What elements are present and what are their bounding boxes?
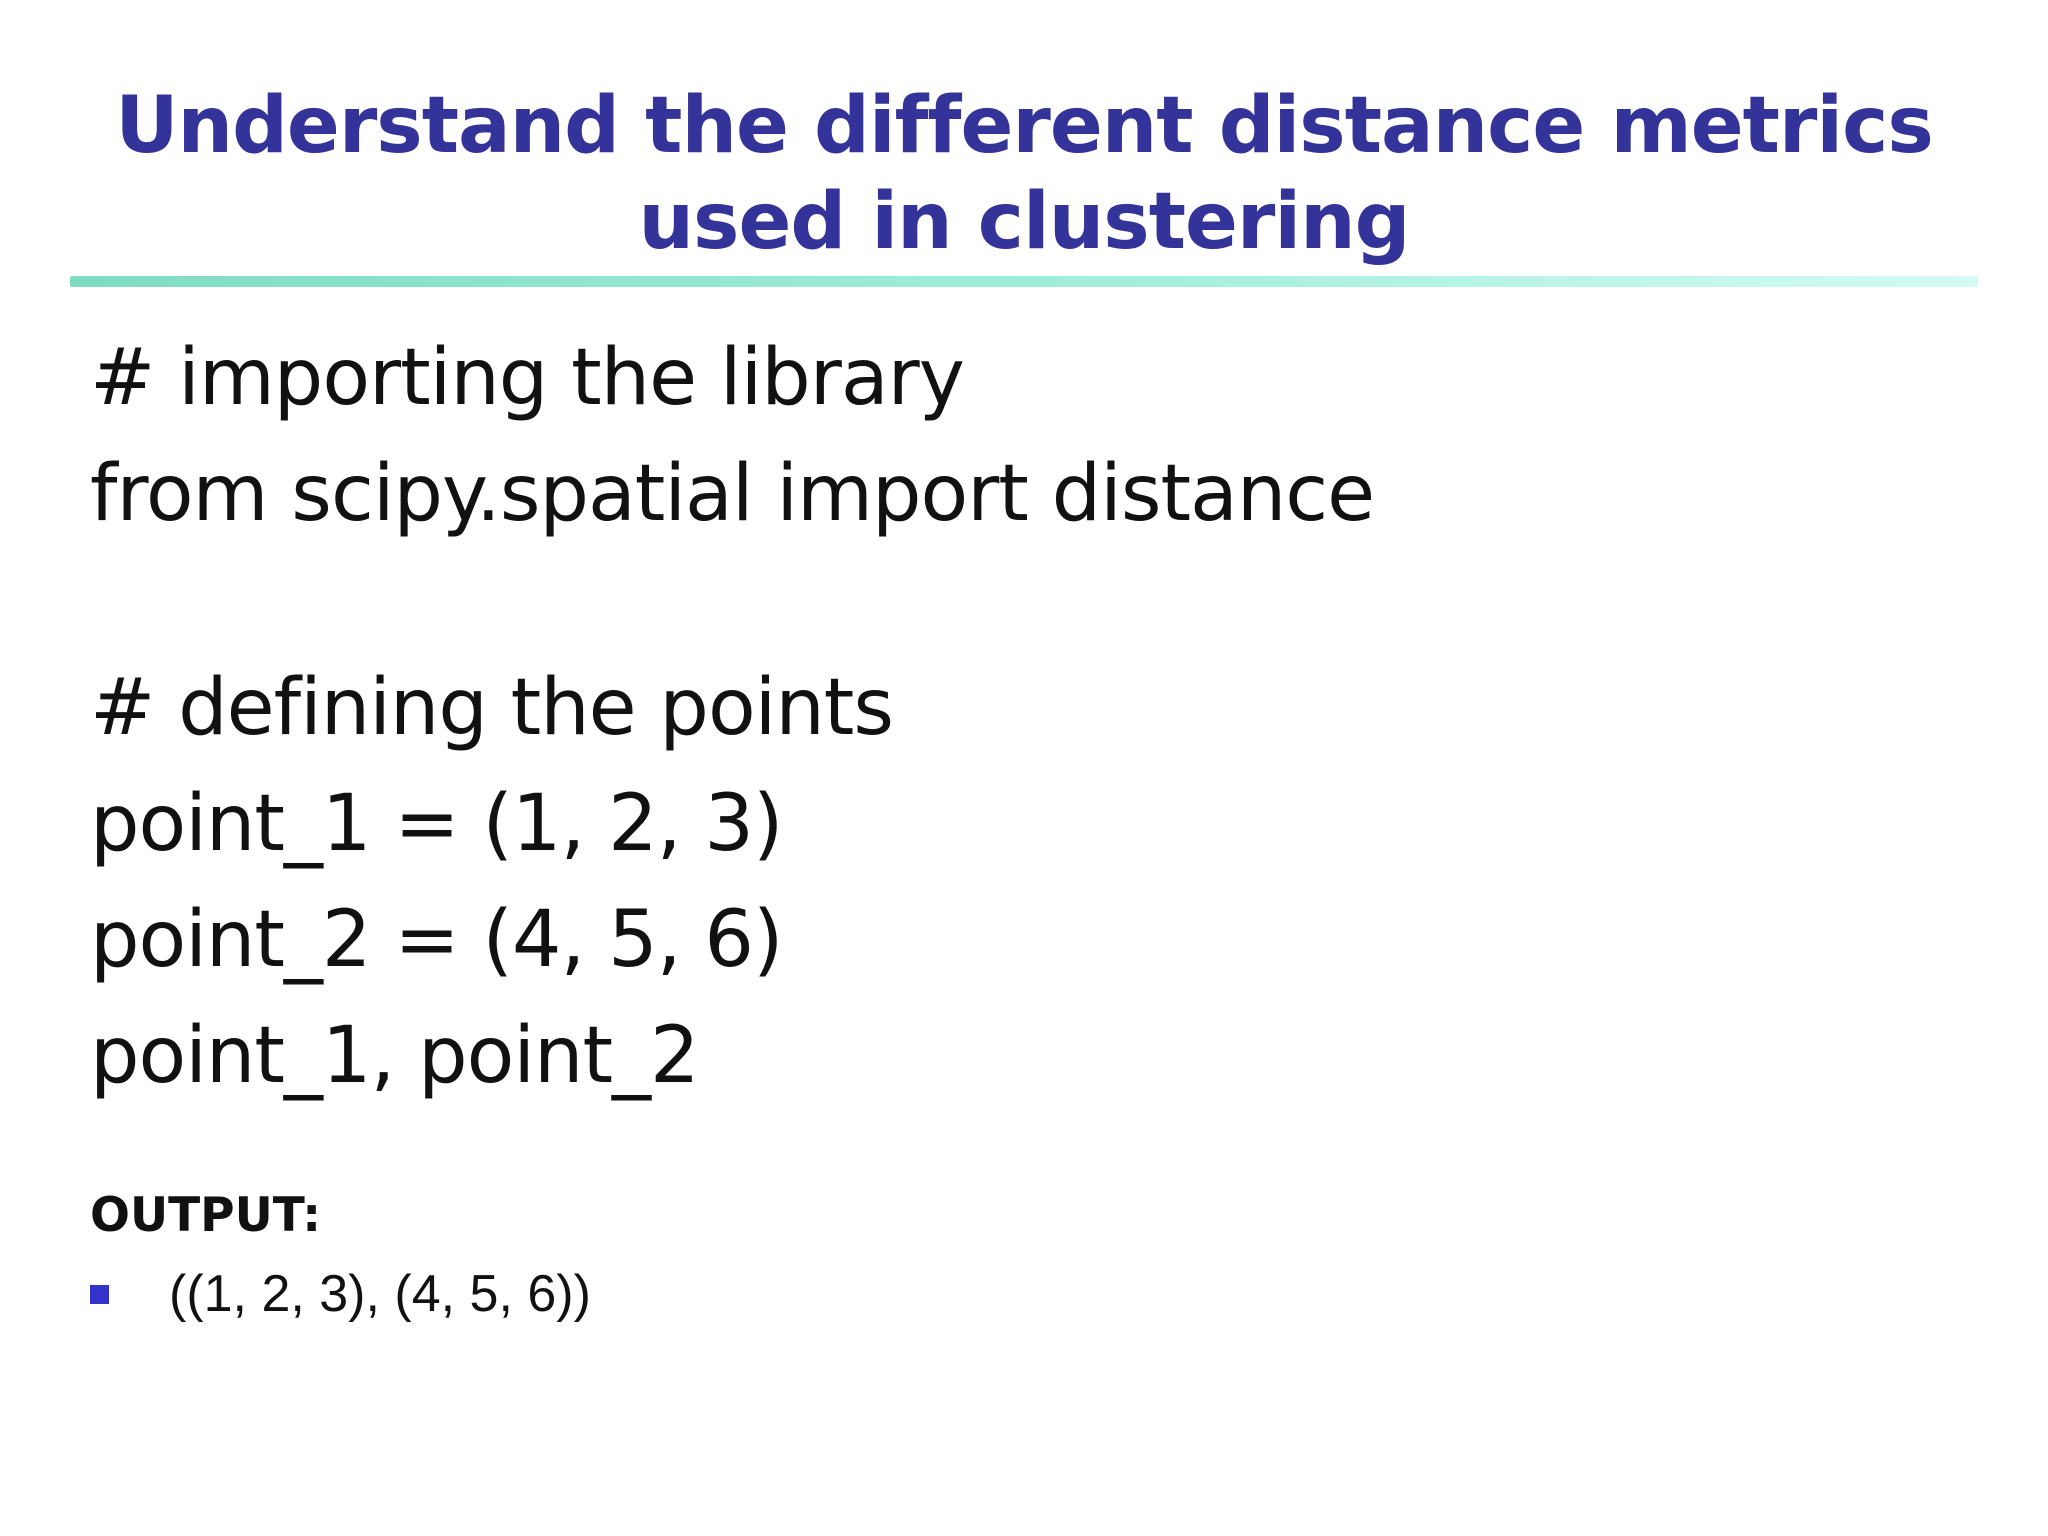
title-underline-divider: [70, 276, 1978, 287]
output-list-item: [90, 1262, 591, 1326]
code-import-statement: from scipy.spatial import distance: [90, 449, 1375, 539]
code-points-expression: point_1, point_2: [90, 1011, 699, 1101]
slide-title-line-1: Understand the different distance metrics: [115, 81, 1933, 171]
code-blank-line: [90, 552, 1374, 650]
slide-title-line-2: used in clustering: [638, 177, 1410, 267]
output-value: ((1, 2, 3), (4, 5, 6)): [169, 1265, 591, 1323]
code-comment-points: # defining the points: [90, 663, 893, 753]
square-bullet-icon: [90, 1285, 109, 1304]
code-block: [90, 320, 1374, 1114]
code-comment-import: # importing the library: [90, 333, 964, 423]
output-label: OUTPUT:: [90, 1188, 322, 1243]
code-point-2-assignment: point_2 = (4, 5, 6): [90, 895, 783, 985]
code-point-1-assignment: point_1 = (1, 2, 3): [90, 779, 783, 869]
slide-title: [70, 78, 1978, 270]
